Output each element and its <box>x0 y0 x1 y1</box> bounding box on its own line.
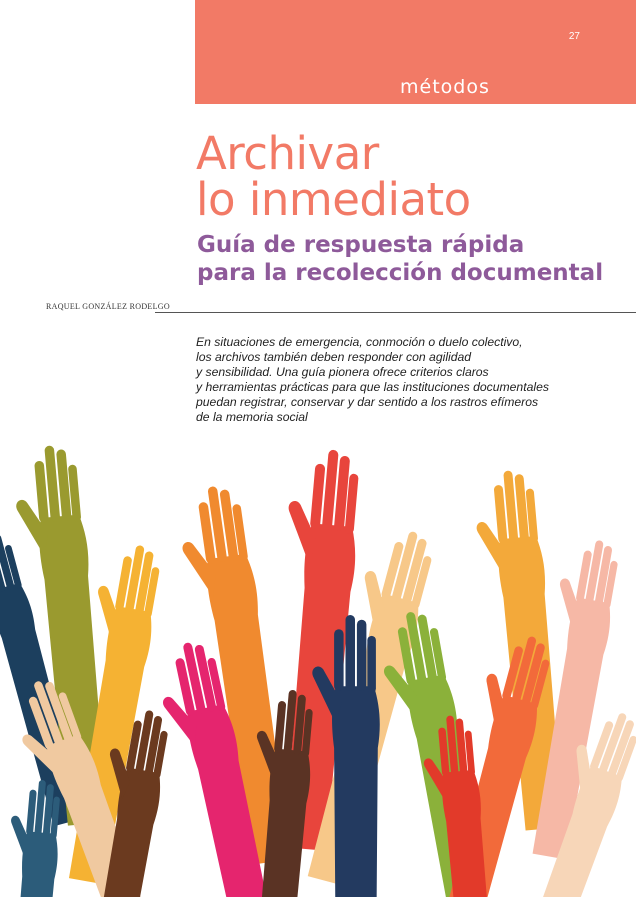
subtitle-line: Guía de respuesta rápida <box>197 232 525 258</box>
article-subtitle <box>197 231 617 287</box>
article-title <box>196 127 616 226</box>
title-line: Archivar <box>196 127 379 180</box>
section-label: métodos <box>400 76 490 98</box>
lead-line: y sensibilidad. Una guía pionera ofrece criterios claros <box>196 365 489 379</box>
page-number: 27 <box>568 31 580 42</box>
raised-hands-illustration <box>0 430 636 897</box>
title-line: lo inmediato <box>196 173 471 226</box>
header-band <box>195 0 636 104</box>
author-byline: RAQUEL GONZÁLEZ RODELGO <box>46 302 170 311</box>
lead-line: de la memoria social <box>196 410 308 424</box>
byline-rule <box>155 312 636 313</box>
lead-paragraph <box>196 335 556 425</box>
subtitle-line: para la recolección documental <box>197 260 604 286</box>
lead-line: En situaciones de emergencia, conmoción o duelo colectivo, <box>196 335 523 349</box>
lead-line: y herramientas prácticas para que las instituciones documentales <box>196 380 549 394</box>
lead-line: los archivos también deben responder con agilidad <box>196 350 472 364</box>
lead-line: puedan registrar, conservar y dar sentido a los rastros efímeros <box>196 395 539 409</box>
